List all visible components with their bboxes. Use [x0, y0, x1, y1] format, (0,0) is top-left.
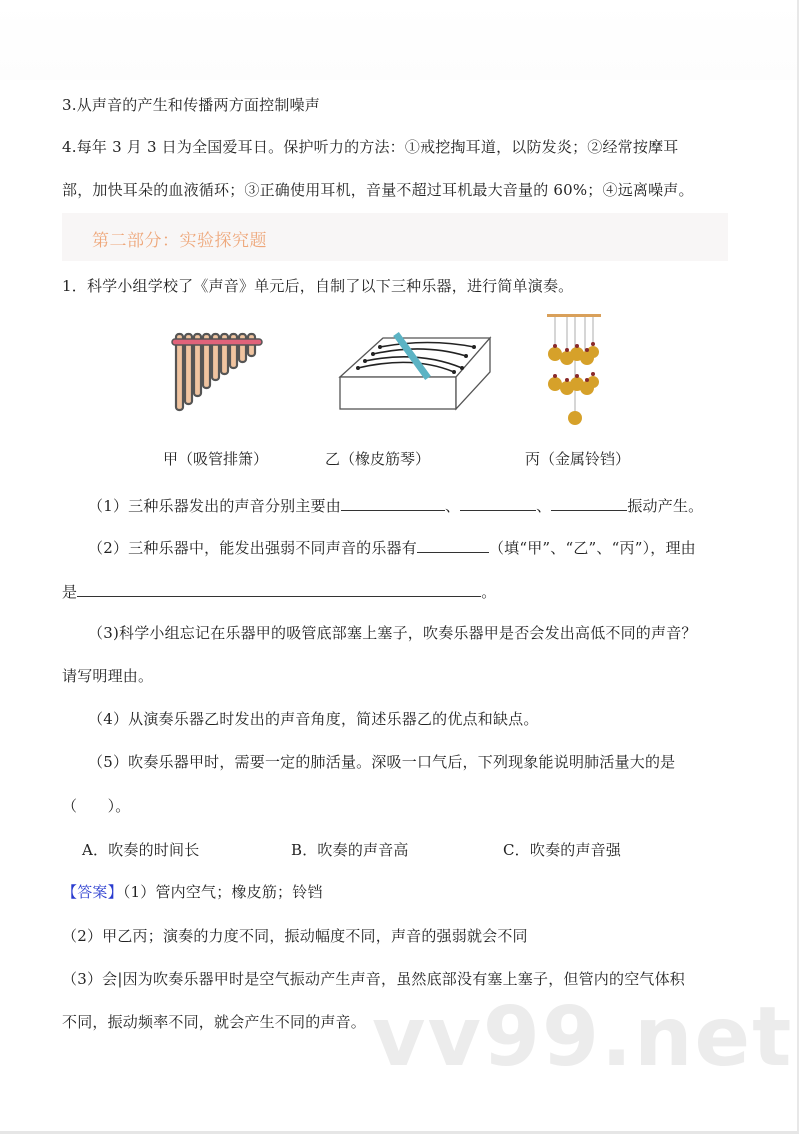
answer-2: （2）甲乙丙；演奏的力度不同，振动幅度不同，声音的强弱就会不同: [62, 927, 528, 945]
answer-blank-1a[interactable]: [341, 494, 445, 511]
sub-question-4: （4）从演奏乐器乙时发出的声音角度，简述乐器乙的优点和缺点。: [88, 710, 539, 728]
sub-question-1: （1）三种乐器发出的声音分别主要由 、 、 振动产生。: [88, 494, 703, 516]
section-header: [62, 213, 728, 261]
answer-3-line1: （3）会|因为吹奏乐器甲时是空气振动产生声音，虽然底部没有塞上塞子，但管内的空气体积: [62, 970, 686, 988]
page-top-margin: [0, 0, 797, 80]
sub-question-3-line1: （3)科学小组忘记在乐器甲的吸管底部塞上塞子，吹奏乐器甲是否会发出高低不同的声音？: [88, 624, 697, 642]
sub-question-5-line2: （ ）。: [62, 797, 131, 815]
answer-blank-2b[interactable]: [77, 580, 481, 597]
option-c: C．吹奏的声音强: [503, 841, 622, 859]
note-item-4-line2: 部，加快耳朵的血液循环；③正确使用耳机，音量不超过耳机最大音量的 60%；④远离噪声。: [62, 181, 694, 199]
answer-1: 【答案】（1）管内空气；橡皮筋；铃铛: [62, 883, 323, 901]
note-item-3: 3.从声音的产生和传播两方面控制噪声: [62, 96, 320, 114]
rubber-band-zither-icon: [338, 330, 498, 412]
section-title: 第二部分：实验探究题: [92, 231, 267, 251]
option-a: A．吹奏的时间长: [82, 841, 200, 859]
answer-blank-1b[interactable]: [460, 494, 536, 511]
watermark: vv99.net: [372, 990, 794, 1085]
figure-caption-jia: 甲（吸管排箫）: [163, 450, 269, 468]
answer-tag: 【答案】: [62, 883, 123, 901]
question-stem: 1．科学小组学校了《声音》单元后，自制了以下三种乐器，进行简单演奏。: [62, 277, 574, 295]
option-b: B．吹奏的声音高: [291, 841, 409, 859]
answer-blank-2a[interactable]: [417, 536, 489, 553]
answer-3-line2: 不同，振动频率不同，就会产生不同的声音。: [62, 1013, 367, 1031]
sub-question-2: （2）三种乐器中，能发出强弱不同声音的乐器有 （填“甲”、“乙”、“丙”），理由: [88, 536, 696, 558]
figure-caption-yi: 乙（橡皮筋琴）: [325, 450, 431, 468]
sub-question-3-line2: 请写明理由。: [62, 667, 154, 685]
answer-blank-1c[interactable]: [551, 494, 627, 511]
sub-question-5-line1: （5）吹奏乐器甲时，需要一定的肺活量。深吸一口气后，下列现象能说明肺活量大的是: [88, 753, 676, 771]
pan-flute-icon: [170, 330, 270, 412]
sub-question-2-line2: 是 。: [62, 580, 496, 602]
figure-caption-bing: 丙（金属铃铛）: [525, 450, 631, 468]
note-item-4-line1: 4.每年 3 月 3 日为全国爱耳日。保护听力的方法：①戒挖掏耳道，以防发炎；②经常按摩耳: [62, 138, 679, 156]
metal-bells-icon: [545, 312, 605, 430]
